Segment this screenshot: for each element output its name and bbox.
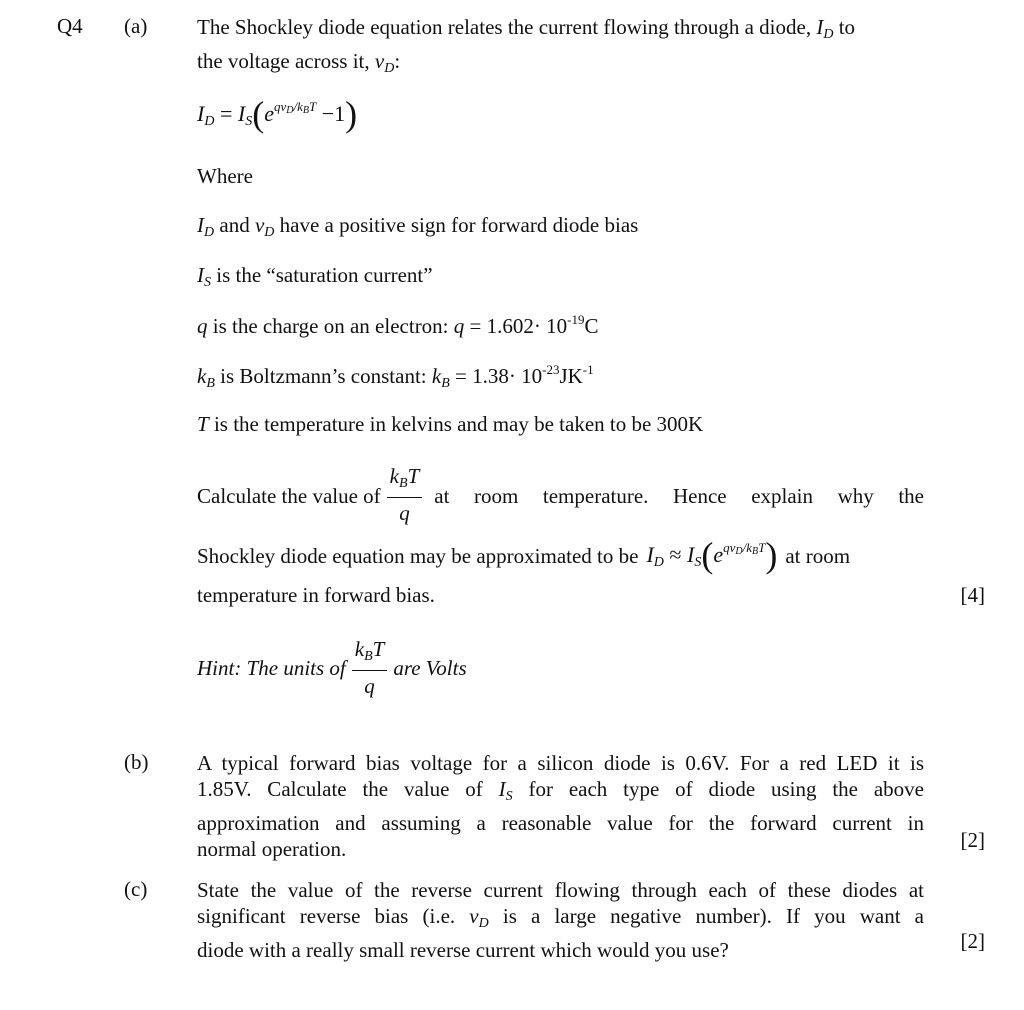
definition-is: $I_S$ is the “saturation current” [197, 263, 433, 290]
approximation-line: Shockley diode equation may be approximated to be $I_D \approx I_S(e^{qv_D/k_BT})$ at room [197, 535, 851, 575]
calc-instruction: Calculate the value of $\frac{k_BT}{q}$ at room temperature. Hence explain why the [197, 463, 924, 528]
definition-id-vd: $I_D$ and $v_D$ have a positive sign for forward diode bias [197, 213, 639, 240]
hint-fraction: $\frac{k_BT}{q}$ [352, 636, 388, 701]
definition-t: T is the temperature in kelvins and may be taken to be 300K [197, 412, 704, 436]
marks-part-c: [2] [960, 929, 985, 953]
definition-q: q is the charge on an electron: $q = 1.602\cdot 10^{-19}C$ [197, 312, 599, 338]
part-a-intro: The Shockley diode equation relates the current flowing through a diode, $I_D$ to the voltage across it, $v_D$: [197, 15, 856, 76]
question-number: Q4 [57, 14, 83, 38]
where-label: Where [197, 164, 253, 188]
approximation-line-end: temperature in forward bias. [197, 583, 435, 607]
definition-kb: $k_B$ is Boltzmann’s constant: $k_B = 1.38\cdot 10^{-23}JK^{-1}$ [197, 362, 594, 391]
part-a-label: (a) [124, 14, 148, 38]
shockley-equation: $I_D = I_S(e^{qv_D/k_BT} -1)$ [197, 94, 358, 134]
part-c-label: (c) [124, 877, 148, 901]
part-c-text: State the value of the reverse current flowing through each of these diodes at significant reverse bias (i.e. $v_D$ is a large negative number). If you want a diode with a really small reverse current which would you use? [197, 878, 924, 962]
approx-equation: $I_D \approx I_S(e^{qv_D/k_BT})$ [646, 535, 778, 575]
marks-part-b: [2] [960, 828, 985, 852]
marks-part-a: [4] [960, 583, 985, 607]
part-b-text: A typical forward bias voltage for a silicon diode is 0.6V. For a red LED it is 1.85V. Calculate the value of $I_S$ for each type of diode using the above approximation and assuming a reasonable value for the forward current in normal operation. [197, 751, 924, 861]
kbt-over-q-fraction: $\frac{k_BT}{q}$ [387, 463, 423, 528]
hint: Hint: The units of $\frac{k_BT}{q}$ are Volts [197, 636, 467, 701]
part-b-label: (b) [124, 750, 149, 774]
